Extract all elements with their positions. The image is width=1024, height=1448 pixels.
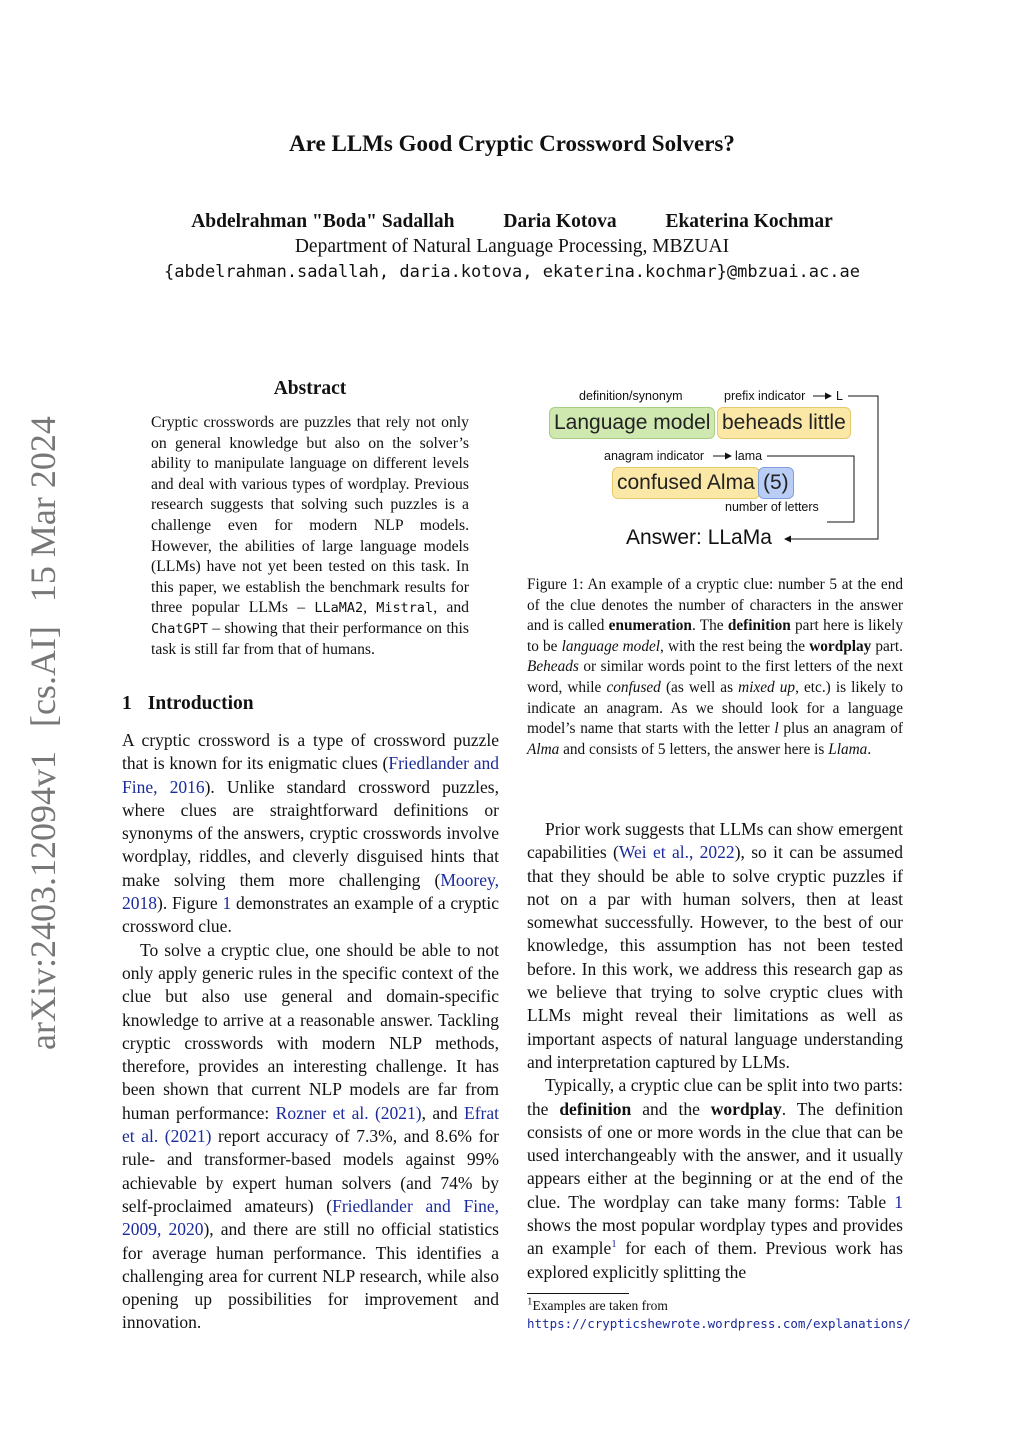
citation-link[interactable]: Wei et al., 2022: [618, 842, 735, 863]
figure-1-diagram: [527, 382, 903, 557]
arxiv-id: arXiv:2403.12094v1: [23, 751, 63, 1050]
footnote-ref-link[interactable]: 1: [611, 1238, 617, 1251]
citation-link[interactable]: Friedlander and Fine, 2009, 2020: [122, 1195, 499, 1240]
label-prefix-indicator: prefix indicator: [724, 389, 806, 403]
model-chatgpt: ChatGPT: [151, 620, 208, 637]
right-paragraph-2: Typically, a cryptic clue can be split into two parts: the definition and the wordplay. The definition consists of one or more words in the clue that can be used interchangeably with the answer, and it usually appears either at the beginning or at the end of the clue. The wordplay can take many forms: Table 1 shows the most popular wordplay types and provides an example$^1$ for each of them. Previous work has explored explicitly splitting the: [527, 1075, 903, 1282]
model-mistral: Mistral: [376, 600, 434, 617]
author-emails: {abdelrahman.sadallah, daria.kotova, ekaterina.kochmar}@mbzuai.ac.ae: [164, 262, 860, 282]
arxiv-category: [cs.AI]: [23, 626, 63, 728]
label-lama: lama: [735, 449, 763, 463]
label-definition: definition/synonym: [579, 389, 683, 403]
left-column-body: [122, 729, 499, 1335]
citation-link[interactable]: Rozner et al. (2021): [275, 1102, 422, 1123]
author-2: Daria Kotova: [503, 211, 617, 232]
right-paragraph-1: Prior work suggests that LLMs can show emergent capabilities (Wei et al., 2022), so it can be assumed that they should be able to solve cryptic puzzles if not on a par with human solvers, then at least somewhat successfully. However, to the best of our knowledge, this assumption has not been tested before. In this work, we address this research gap as we believe that trying to solve cryptic clues with LLMs might reveal their limitations as well as important aspects of natural language understanding and interpretation captured by LLMs.: [527, 819, 903, 1072]
arxiv-date: 15 Mar 2024: [23, 416, 63, 603]
citation-link[interactable]: Efrat et al. (2021): [122, 1102, 499, 1147]
section-heading-introduction: 1 Introduction: [122, 693, 254, 714]
arxiv-stamp: [14, 416, 72, 1050]
author-3: Ekaterina Kochmar: [665, 211, 833, 232]
citation-link[interactable]: Moorey, 2018: [122, 869, 499, 914]
table-ref-link[interactable]: 1: [894, 1191, 903, 1212]
footnote-url-link[interactable]: https://crypticshewrote.wordpress.com/explanations/: [527, 1316, 911, 1331]
intro-paragraph-2: To solve a cryptic clue, one should be able to not only apply generic rules in the specific context of the clue but also use general and domain-specific knowledge to arrive at a reasonable answer. Tackling cryptic crosswords with modern NLP methods, therefore, provides an interesting challenge. It has been shown that current NLP models are far from human performance: Rozner et al. (2021), and Efrat et al. (2021) report accuracy of 7.3%, and 8.6% for rule- and transformer-based models against 99% achievable by expert human solvers (and 74% by self-proclaimed amateurs) (Friedlander and Fine, 2009, 2020), and there are still no official statistics for average human performance. This identifies a challenging area for current NLP research, while also opening up possibilities for improvement and innovation.: [122, 939, 499, 1333]
affiliation: Department of Natural Language Processing, MBZUAI: [294, 236, 730, 257]
intro-paragraph-1: A cryptic crossword is a type of crossword puzzle that is known for its enigmatic clues (Friedlander and Fine, 2016). Unlike standard crossword puzzles, where clues are straightforward definitions or synonyms of the answers, cryptic crosswords involve wordplay, riddles, and cleverly disguised hints that make solving them more challenging (Moorey, 2018). Figure 1 demonstrates an example of a cryptic crossword clue.: [122, 730, 499, 937]
footnote-divider: [527, 1293, 629, 1294]
figure-1-caption: Figure 1: An example of a cryptic clue: number 5 at the end of the clue denotes the number of characters in the answer and is called enumeration. The definition part here is likely to be language model, with the rest being the wordplay part. Beheads or similar words point to the first letters of the next word, while confused (as well as mixed up, etc.) is likely to indicate an anagram. As we should look for a language model’s name that starts with the letter l plus an anagram of Alma and consists of 5 letters, the answer here is Llama.: [527, 576, 903, 758]
label-anagram-indicator: anagram indicator: [604, 449, 705, 463]
author-1: Abdelrahman "Boda" Sadallah: [191, 211, 455, 232]
definition-box: Language model: [549, 407, 715, 439]
label-number-of-letters: number of letters: [725, 500, 819, 514]
author-list: [0, 211, 1024, 233]
abstract-text: Cryptic crosswords are puzzles that rely not only on general knowledge but also on the solver’s ability to manipulate language on different levels and deal with various types of wordplay. Previous research suggests that solving such puzzles is a challenge even for modern NLP models. However, the abilities of large language models (LLMs) have not yet been tested on this task. In this paper, we establish the benchmark results for three popular LLMs – LLaMA2, Mistral, and ChatGPT – showing that their performance on this task is still far from that of humans.: [151, 414, 470, 658]
right-column-body: [527, 818, 903, 1284]
figure-ref-link[interactable]: 1: [222, 893, 232, 914]
answer-label: Answer: LLaMa: [626, 526, 772, 549]
enumeration-box: (5): [758, 467, 794, 499]
citation-link[interactable]: Friedlander and Fine, 2016: [122, 753, 499, 797]
abstract-heading: Abstract: [273, 378, 347, 399]
model-llama2: LLaMA2: [314, 600, 364, 617]
wordplay-box-beheads: beheads little: [717, 407, 851, 439]
paper-title: Are LLMs Good Cryptic Crossword Solvers?: [289, 131, 735, 156]
footnote-1: $^1$Examples are taken from https://crypticshewrote.wordpress.com/explanations/: [527, 1295, 911, 1331]
wordplay-box-anagram: confused Alma: [612, 467, 760, 499]
label-l: L: [836, 389, 843, 403]
